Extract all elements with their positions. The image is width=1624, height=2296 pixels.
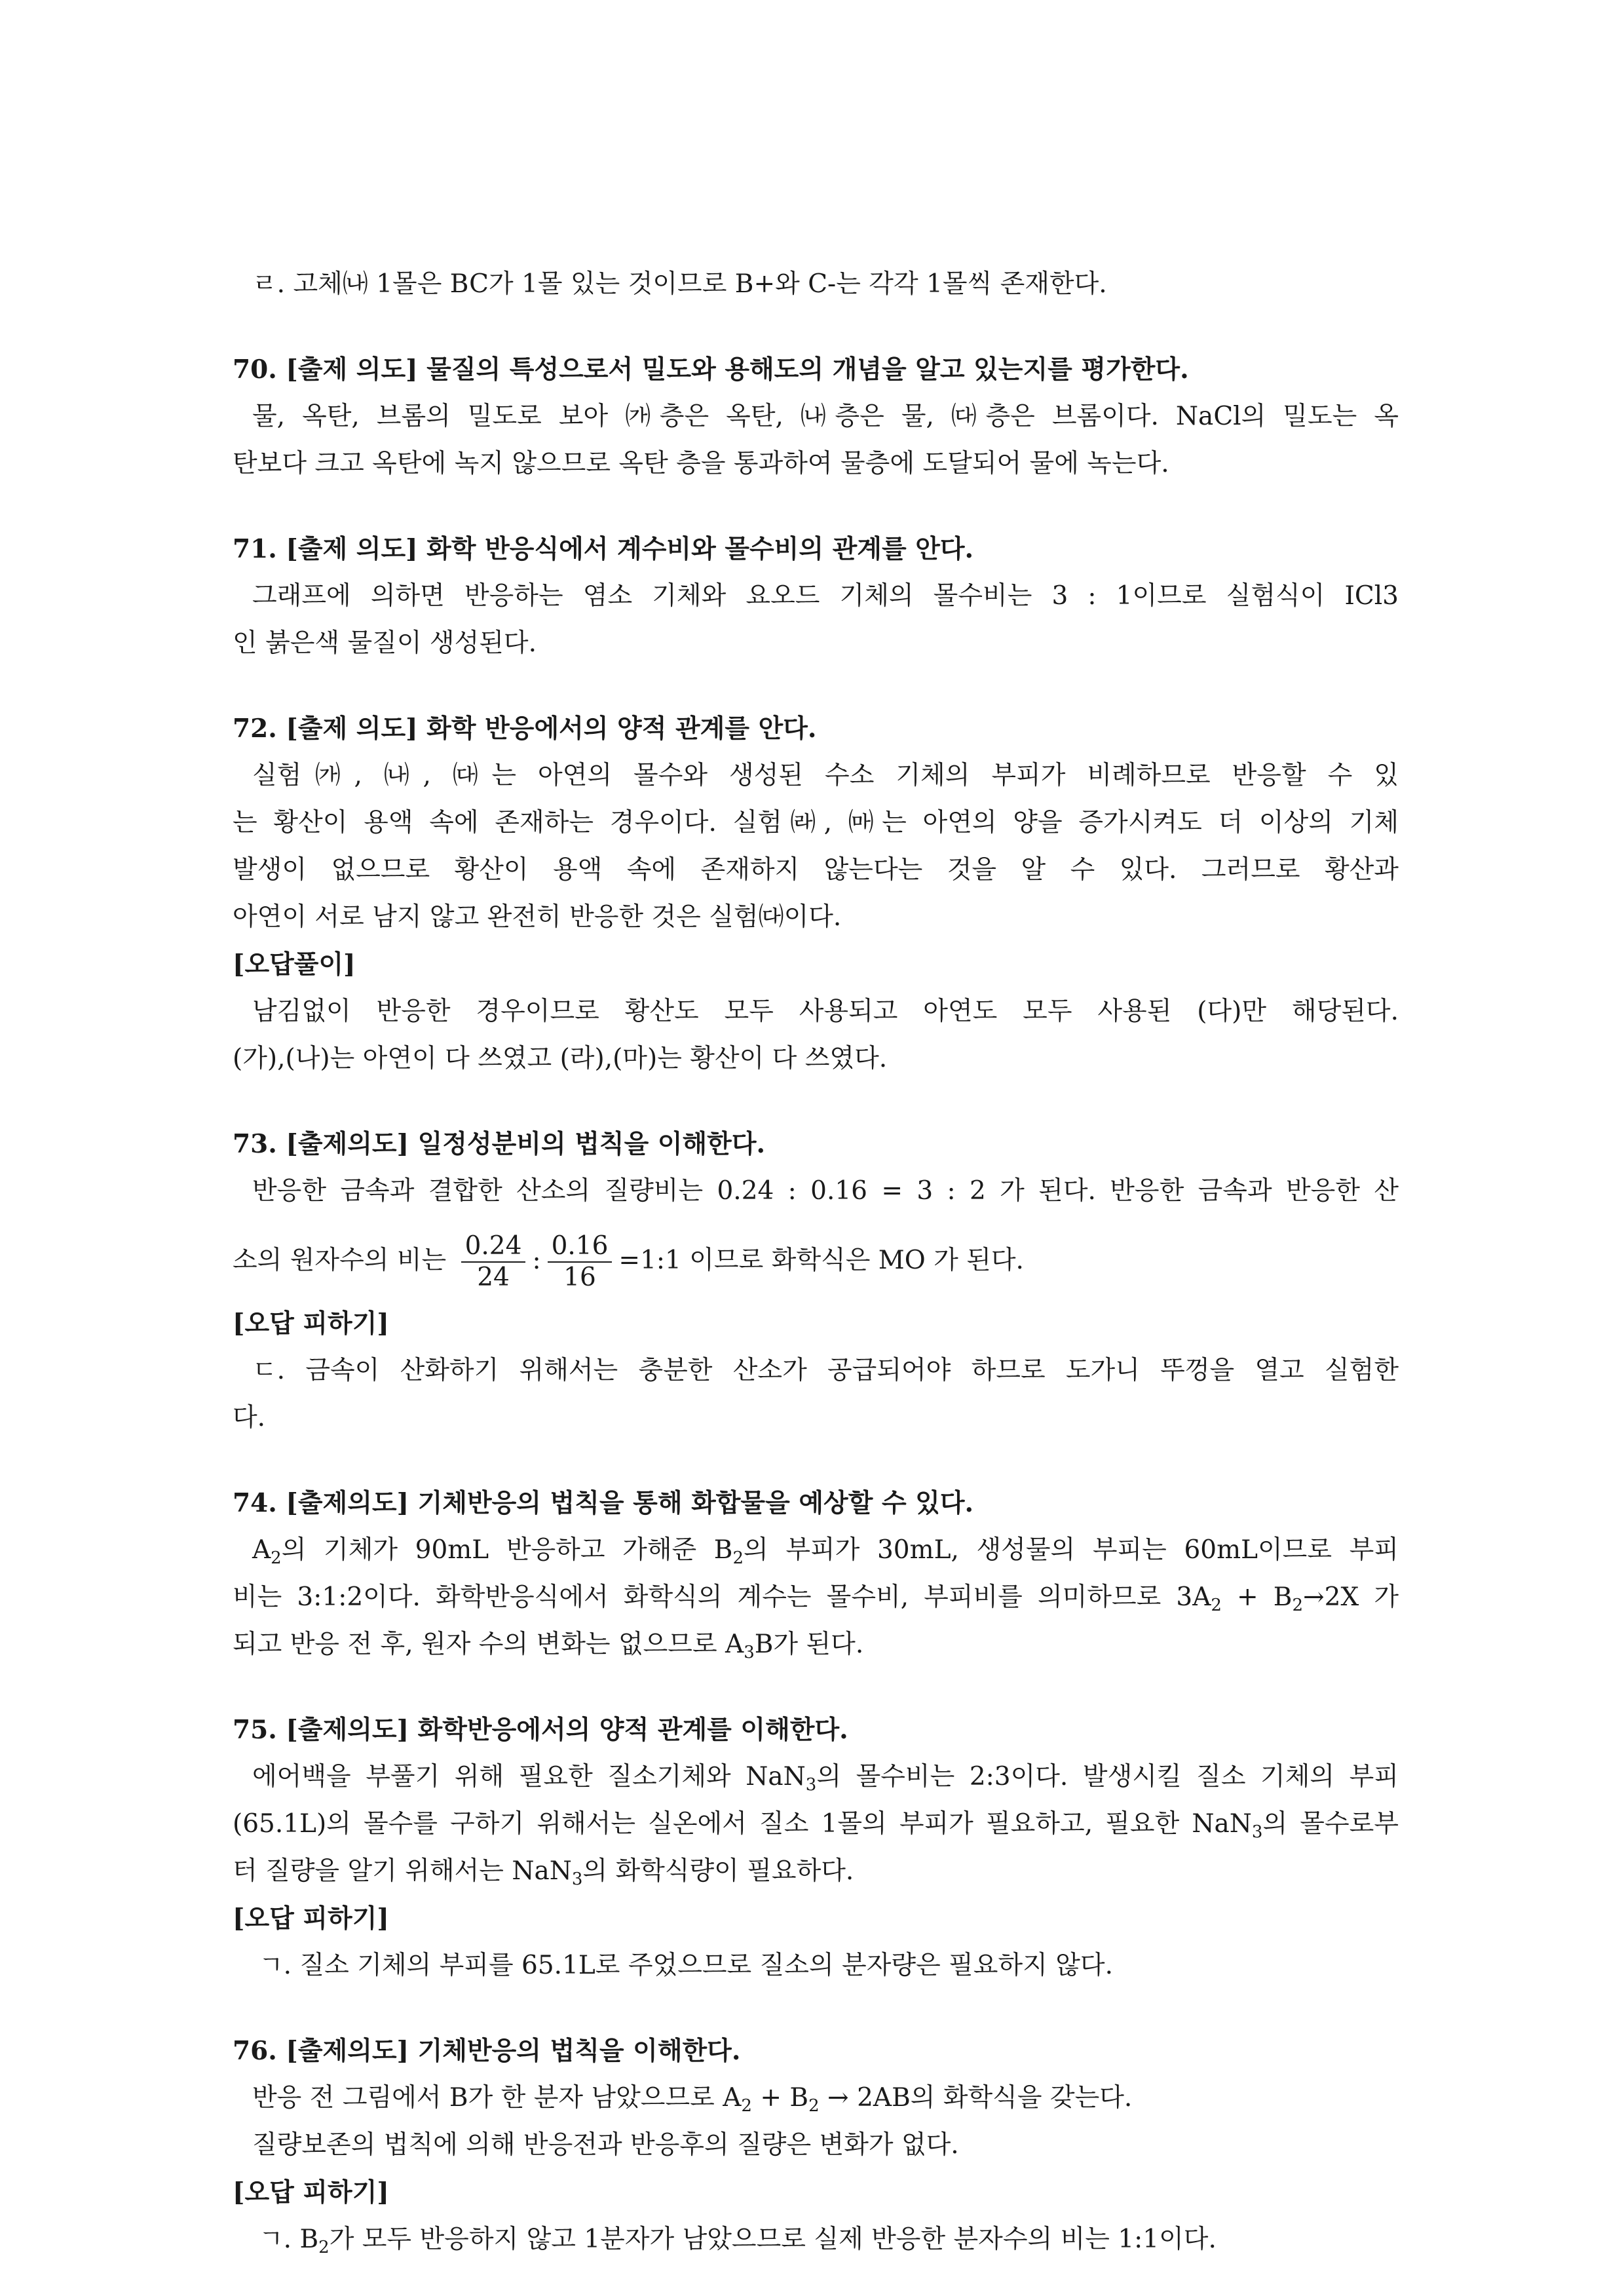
paragraph-line: ㄷ. 금속이 산화하기 위해서는 충분한 산소가 공급되어야 하므로 도가니 뚜껑을 열고 실험한 (252, 1356, 1399, 1385)
paragraph-line: 다. (233, 1403, 266, 1432)
text-span: 반응 전 그림에서 B가 한 분자 남았으므로 A (252, 2083, 742, 2113)
question-75-heading: 75. [출제의도] 화학반응에서의 양적 관계를 이해한다. (233, 1715, 848, 1745)
paragraph-line (233, 1848, 1399, 1895)
paragraph-line: 그래프에 의하면 반응하는 염소 기체와 요오드 기체의 몰수비는 3 : 1이므로 실험식이 ICl3 (252, 581, 1399, 611)
paragraph-line (233, 1527, 1399, 1574)
subscript: 3 (1251, 1822, 1263, 1842)
text-span: 의 기체가 90mL 반응하고 가해준 B (281, 1535, 733, 1565)
paragraph-line (233, 2075, 1399, 2122)
question-72-heading: 72. [출제 의도] 화학 반응에서의 양적 관계를 안다. (233, 714, 817, 744)
paragraph-line: 는 황산이 용액 속에 존재하는 경우이다. 실험㈑, ㈒는 아연의 양을 증가시켜도 더 이상의 기체 (233, 808, 1399, 837)
text-span: 에어백을 부풀기 위해 필요한 질소기체와 NaN (252, 1762, 806, 1791)
paragraph-line (233, 1621, 1399, 1668)
subscript: 2 (741, 2096, 752, 2116)
text-span: 가 모두 반응하지 않고 1분자가 남았으므로 실제 반응한 분자수의 비는 1:1이다. (329, 2225, 1217, 2254)
text-span: 소의 원자수의 비는 (233, 1246, 447, 1275)
question-76-heading: 76. [출제의도] 기체반응의 법칙을 이해한다. (233, 2036, 741, 2066)
fraction-numerator: 0.24 (461, 1231, 526, 1263)
paragraph-line-with-fractions (233, 1221, 1399, 1300)
text-span: 터 질량을 알기 위해서는 NaN (233, 1856, 572, 1886)
paragraph-line: 탄보다 크고 옥탄에 녹지 않으므로 옥탄 층을 통과하여 물층에 도달되어 물에 녹는다. (233, 449, 1169, 478)
wrong-answer-tag: [오답 피하기] (233, 2177, 389, 2208)
question-74-heading: 74. [출제의도] 기체반응의 법칙을 통해 화합물을 예상할 수 있다. (233, 1488, 974, 1518)
text-span: =1:1 이므로 화학식은 MO 가 된다. (618, 1246, 1024, 1275)
fraction-denominator: 24 (477, 1263, 510, 1292)
text-span: + B (751, 2083, 809, 2113)
text-span: 비는 3:1:2이다. 화학반응식에서 화학식의 계수는 몰수비, 부피비를 의미하므로 3A (233, 1582, 1211, 1612)
text-span: (65.1L)의 몰수를 구하기 위해서는 실온에서 질소 1몰의 부피가 필요하고, 필요한 NaN (233, 1809, 1252, 1839)
subscript: 2 (732, 1548, 744, 1568)
fraction-numerator: 0.16 (548, 1231, 613, 1263)
paragraph-line: (가),(나)는 아연이 다 쓰였고 (라),(마)는 황산이 다 쓰였다. (233, 1044, 888, 1073)
fraction-denominator: 16 (563, 1263, 596, 1292)
fraction (461, 1231, 526, 1293)
text-span: ㄱ. B (259, 2225, 319, 2254)
wrong-answer-tag: [오답 피하기] (233, 1904, 389, 1934)
subscript: 3 (805, 1775, 817, 1795)
text-span: →2X 가 (1302, 1582, 1399, 1612)
subscript: 2 (1211, 1596, 1222, 1615)
text-span: 의 부피가 30mL, 생성물의 부피는 60mL이므로 부피 (744, 1535, 1399, 1565)
paragraph-line: 반응한 금속과 결합한 산소의 질량비는 0.24 : 0.16 = 3 : 2 가 된다. 반응한 금속과 반응한 산 (252, 1176, 1399, 1206)
text-span: → 2AB의 화학식을 갖는다. (819, 2083, 1133, 2113)
text-span: + B (1221, 1582, 1293, 1612)
paragraph-line (233, 2216, 1399, 2263)
paragraph-line (233, 1753, 1399, 1801)
fraction (548, 1231, 613, 1293)
paragraph-line: 실험㈎, ㈏, ㈐는 아연의 몰수와 생성된 수소 기체의 부피가 비례하므로 반응할 수 있 (252, 761, 1399, 790)
text-span: 의 몰수비는 2:3이다. 발생시킬 질소 기체의 부피 (816, 1762, 1399, 1791)
ratio-colon: : (532, 1246, 541, 1275)
subscript: 3 (744, 1643, 755, 1662)
subscript: 2 (808, 2096, 820, 2116)
text-span: 의 화학식량이 필요하다. (582, 1856, 854, 1886)
subscript: 2 (318, 2238, 330, 2257)
subscript: 2 (271, 1548, 282, 1568)
paragraph-line: 발생이 없으므로 황산이 용액 속에 존재하지 않는다는 것을 알 수 있다. 그러므로 황산과 (233, 855, 1399, 885)
text-span: 되고 반응 전 후, 원자 수의 변화는 없으므로 A (233, 1630, 744, 1659)
paragraph-line: ㄱ. 질소 기체의 부피를 65.1L로 주었으므로 질소의 분자량은 필요하지 않다. (259, 1951, 1113, 1980)
paragraph-line: 질량보존의 법칙에 의해 반응전과 반응후의 질량은 변화가 없다. (252, 2130, 959, 2160)
paragraph-line: 인 붉은색 물질이 생성된다. (233, 628, 537, 658)
text-span: B가 된다. (754, 1630, 864, 1659)
question-71-heading: 71. [출제 의도] 화학 반응식에서 계수비와 몰수비의 관계를 안다. (233, 534, 974, 564)
text-span: A (252, 1535, 271, 1565)
question-73-heading: 73. [출제의도] 일정성분비의 법칙을 이해한다. (233, 1129, 766, 1159)
question-70-heading: 70. [출제 의도] 물질의 특성으로서 밀도와 용해도의 개념을 알고 있는지를 평가한다. (233, 354, 1189, 385)
subscript: 3 (571, 1869, 583, 1889)
paragraph-line: 남김없이 반응한 경우이므로 황산도 모두 사용되고 아연도 모두 사용된 (다)만 해당된다. (252, 997, 1399, 1026)
paragraph-line: ㄹ. 고체㈏ 1몰은 BC가 1몰 있는 것이므로 B+와 C-는 각각 1몰씩 존재한다. (252, 269, 1107, 299)
paragraph-line (233, 1574, 1399, 1621)
paragraph-line: 물, 옥탄, 브롬의 밀도로 보아 ㈎층은 옥탄, ㈏층은 물, ㈐층은 브롬이다. NaCl의 밀도는 옥 (252, 402, 1399, 431)
answer-explanations (233, 261, 1399, 2263)
paragraph-line: 아연이 서로 남지 않고 완전히 반응한 것은 실험㈐이다. (233, 902, 842, 932)
wrong-answer-tag: [오답풀이] (233, 949, 356, 980)
paragraph-line (233, 1801, 1399, 1848)
wrong-answer-tag: [오답 피하기] (233, 1309, 389, 1339)
text-span: 의 몰수로부 (1262, 1809, 1399, 1839)
subscript: 2 (1292, 1596, 1303, 1615)
